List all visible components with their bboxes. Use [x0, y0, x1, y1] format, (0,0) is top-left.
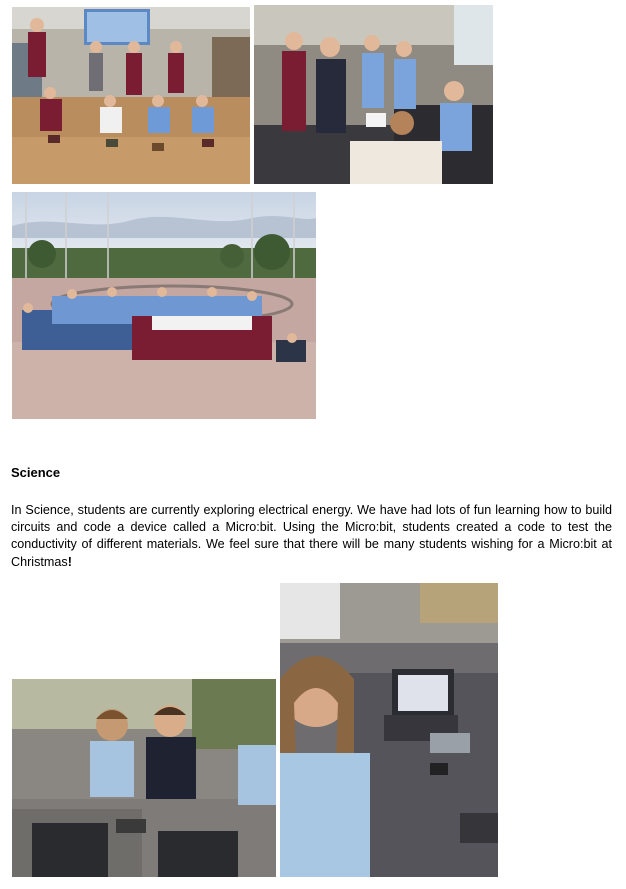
photo-students-at-tables [254, 5, 493, 184]
photo-two-boys-laptops [12, 679, 276, 877]
science-paragraph [11, 502, 612, 571]
section-heading-science: Science [11, 465, 61, 480]
science-paragraph-text: In Science, students are currently exploring electrical energy. We have had lots of fun learning how to build circuits and code a device called a Micro:bit. Using the Micro:bit, students created a code to test the conductivity of different materials. We feel sure that there will be many students wishing for a Micro:bit at Christmas [11, 503, 612, 569]
photo-classroom-seated-students [12, 7, 250, 184]
photo-group-outdoor-memorial [12, 192, 316, 419]
photo-girl-microbit-laptop [280, 583, 498, 877]
science-paragraph-end: ! [67, 554, 72, 569]
